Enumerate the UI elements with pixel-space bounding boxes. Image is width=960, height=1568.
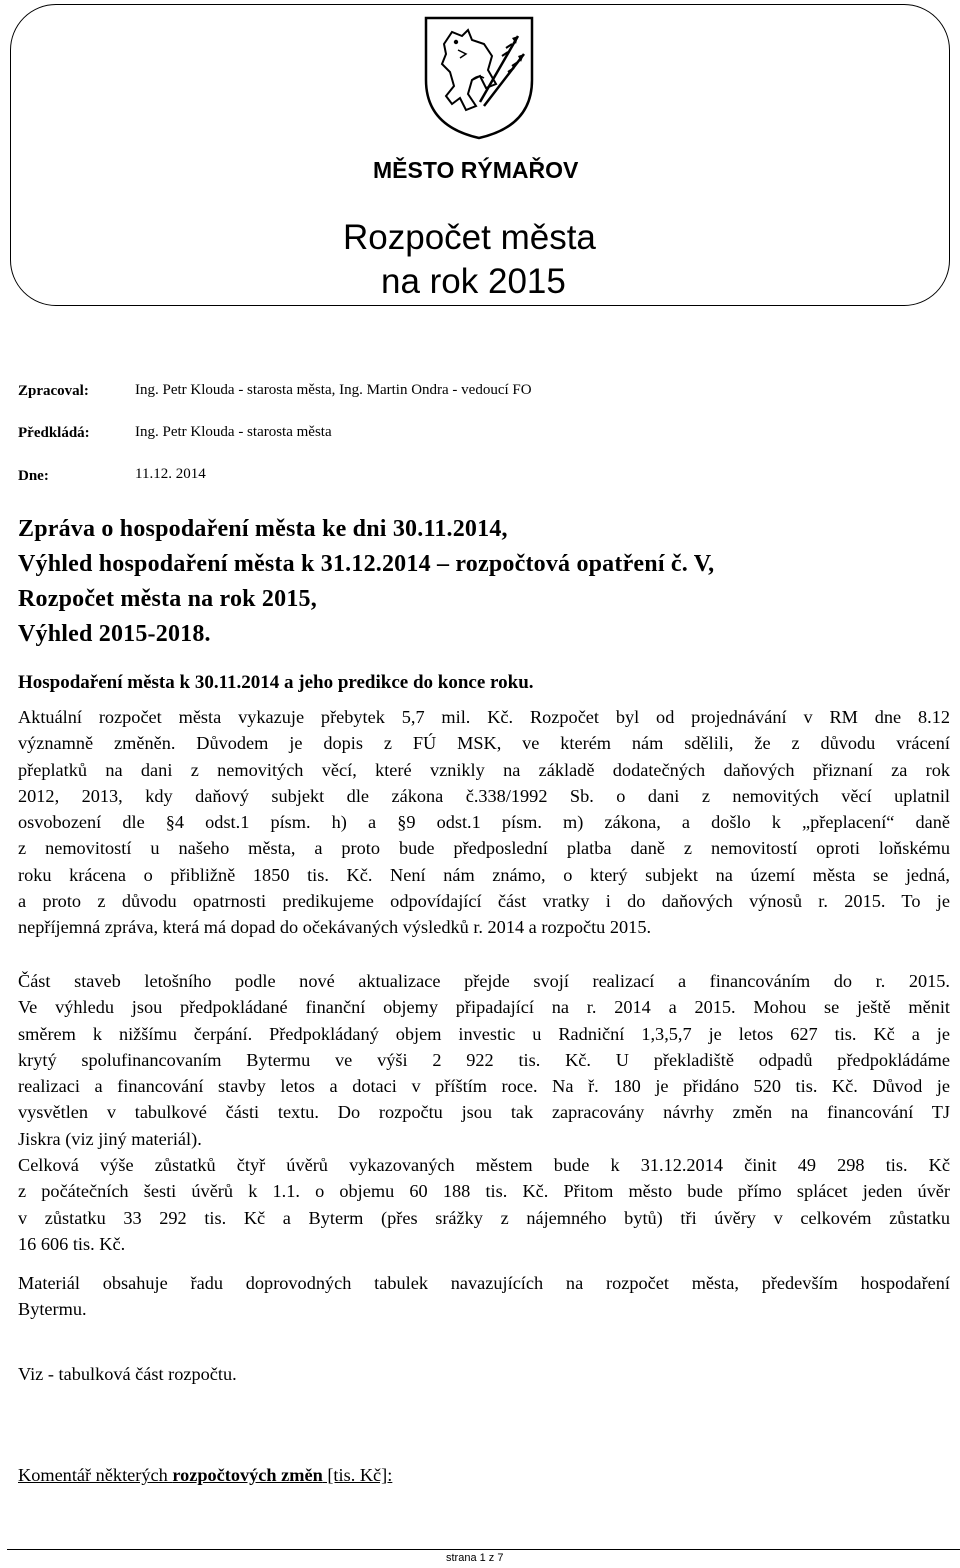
text-line: Jiskra (viz jiný materiál).: [18, 1128, 202, 1149]
text-line: vysvětlen v tabulkové části textu. Do rozpočtu jsou tak zapracovány návrhy změn na financování TJ: [18, 1102, 950, 1123]
text-line: osvobození dle §4 odst.1 písm. h) a §9 odst.1 písm. m) zákona, a došlo k „přeplacení“ daně: [18, 812, 950, 833]
comment-heading: [18, 1465, 392, 1486]
heading-line: Výhled 2015-2018.: [18, 621, 211, 647]
document-title-line1: Rozpočet města: [343, 218, 596, 257]
text-line: roku krácena o přibližně 1850 tis. Kč. Není nám známo, o který subjekt na území města se jedná,: [18, 864, 950, 885]
text-line: realizaci a financování stavby letos a dotaci v příštím roce. Na ř. 180 je přidáno 520 tis. Kč. Důvod je: [18, 1076, 950, 1097]
main-heading: [18, 512, 714, 652]
text-line: nepříjemná zpráva, která má dopad do očekávaných výsledků r. 2014 a rozpočtu 2015.: [18, 917, 652, 938]
text-line: 16 606 tis. Kč.: [18, 1233, 126, 1254]
text-line: Celková výše zůstatků čtyř úvěrů vykazovaných městem bude k 31.12.2014 činit 49 298 tis. Kč: [18, 1155, 950, 1176]
text-line: a proto z důvodu opatrnosti predikujeme odpovídající část vratky i do daňových výnosů r. 2015. To je: [18, 891, 950, 912]
comment-text: Komentář některých: [18, 1465, 173, 1485]
heading-line: Výhled hospodaření města k 31.12.2014 – rozpočtová opatření č. V,: [18, 551, 715, 577]
page-number: strana 1 z 7: [446, 1552, 504, 1564]
text-line: krytý spolufinancovaním Bytermu ve výši 2 922 tis. Kč. U překladiště odpadů předpokládáme: [18, 1049, 950, 1070]
text-line: z nemovitostí u našeho města, a proto bude předposlední platba daně z nemovitostí oproti loňskému: [18, 838, 950, 859]
town-coat-of-arms: [422, 14, 536, 142]
text-line: Bytermu.: [18, 1299, 87, 1320]
section-subheading: Hospodaření města k 30.11.2014 a jeho predikce do konce roku.: [18, 672, 534, 693]
text-line: 2012, 2013, kdy daňový subjekt dle zákona č.338/1992 Sb. o dani z nemovitých věcí uplatnil: [18, 785, 950, 806]
heading-line: Zpráva o hospodaření města ke dni 30.11.2014,: [18, 516, 508, 542]
text-line: Část staveb letošního podle nové aktualizace přejde svojí realizací a financováním do r. 2015.: [18, 971, 950, 991]
town-name: MĚSTO RÝMAŘOV: [373, 157, 579, 183]
text-line: v zůstatku 33 292 tis. Kč a Byterm (přes srážky z nájemného bytů) tři úvěry v celkovém zůstatku: [18, 1207, 950, 1228]
text-line: směrem k nižšímu čerpání. Předpokládaný objem investic u Radniční 1,3,5,7 je letos 627 tis. Kč a je: [18, 1023, 950, 1044]
heading-line: Rozpočet města na rok 2015,: [18, 586, 317, 612]
document-title-line2: na rok 2015: [381, 262, 566, 301]
text-line: Materiál obsahuje řadu doprovodných tabulek navazujících na rozpočet města, především hospodaření: [18, 1273, 950, 1293]
paragraph-investments: [18, 968, 950, 1257]
submitted-by-label: Předkládá:: [18, 425, 90, 441]
table-reference-note: Viz - tabulková část rozpočtu.: [18, 1364, 237, 1384]
date-label: Dne:: [18, 468, 49, 484]
date-value: 11.12. 2014: [135, 466, 206, 482]
text-line: Ve výhledu jsou předpokládané finanční objemy připadající na r. 2014 a 2015. Mohou se ještě měnit: [18, 997, 950, 1018]
text-line: významně změněn. Důvodem je dopis z FÚ MSK, ve kterém nám sdělili, že z důvodu vrácení: [18, 733, 950, 754]
text-line: Aktuální rozpočet města vykazuje přebytek 5,7 mil. Kč. Rozpočet byl od projednávání v RM dne 8.12: [18, 707, 950, 727]
text-line: přeplatků na dani z nemovitých věcí, které vznikly na základě dodatečných daňových přiznaní za rok: [18, 759, 950, 780]
submitted-by-value: Ing. Petr Klouda - starosta města: [135, 424, 332, 440]
paragraph-material: [18, 1270, 950, 1323]
prepared-by-label: Zpracoval:: [18, 383, 89, 399]
comment-text-bold: rozpočtových změn: [172, 1465, 323, 1485]
paragraph-budget-surplus: [18, 704, 950, 941]
prepared-by-value: Ing. Petr Klouda - starosta města, Ing. Martin Ondra - vedoucí FO: [135, 382, 532, 398]
comment-text: [tis. Kč]:: [322, 1465, 393, 1485]
text-line: z počátečních šesti úvěrů k 1.1. o objemu 60 188 tis. Kč. Přitom město bude přímo splácet jeden úvěr: [18, 1181, 950, 1202]
footer-divider: [7, 1549, 960, 1550]
